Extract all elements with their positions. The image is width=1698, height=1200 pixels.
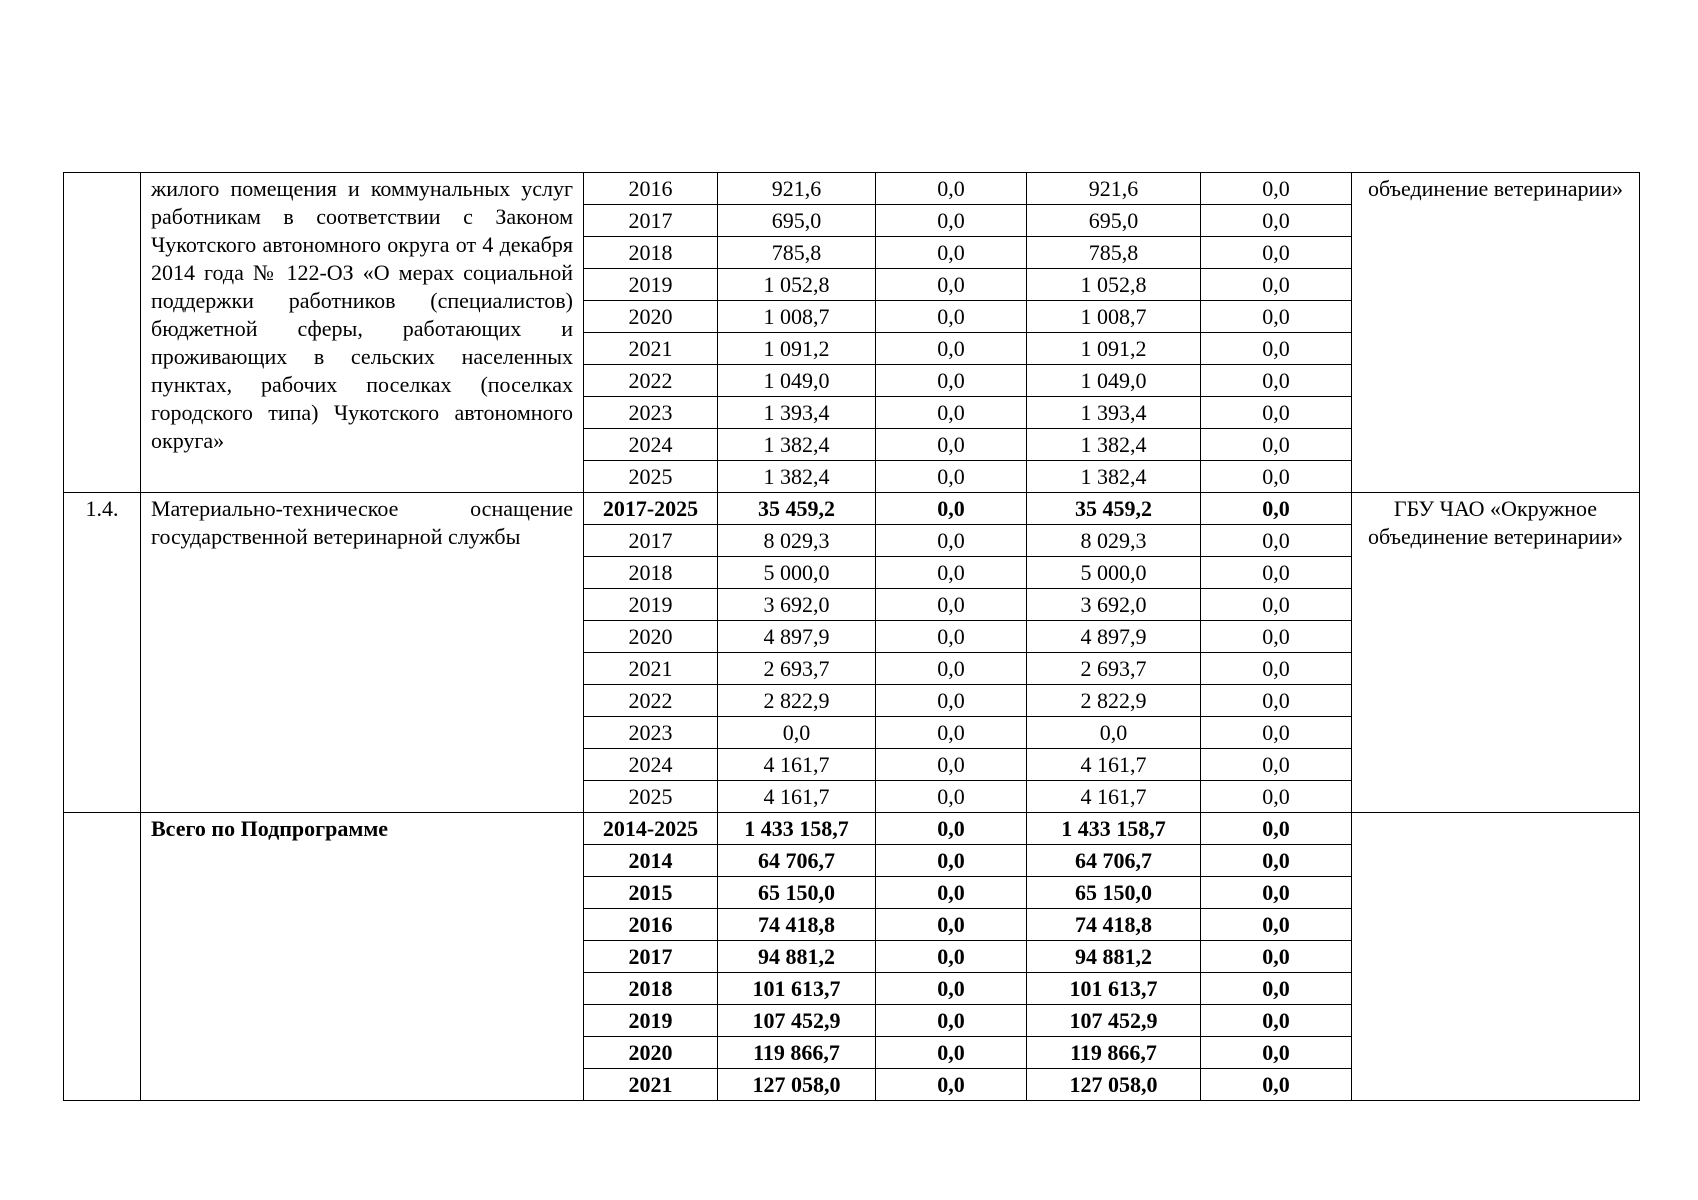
cell-federal: 0,0 bbox=[876, 269, 1027, 301]
cell-total: 5 000,0 bbox=[718, 557, 876, 589]
cell-other: 0,0 bbox=[1201, 749, 1352, 781]
cell-regional: 695,0 bbox=[1027, 205, 1201, 237]
cell-total: 127 058,0 bbox=[718, 1069, 876, 1101]
cell-regional: 1 382,4 bbox=[1027, 461, 1201, 493]
cell-total: 785,8 bbox=[718, 237, 876, 269]
cell-total: 1 049,0 bbox=[718, 365, 876, 397]
cell-total: 8 029,3 bbox=[718, 525, 876, 557]
cell-federal: 0,0 bbox=[876, 941, 1027, 973]
cell-period: 2019 bbox=[584, 589, 718, 621]
funding-table bbox=[63, 172, 1640, 1101]
cell-period: 2024 bbox=[584, 749, 718, 781]
cell-federal: 0,0 bbox=[876, 397, 1027, 429]
cell-other: 0,0 bbox=[1201, 525, 1352, 557]
cell-regional: 2 822,9 bbox=[1027, 685, 1201, 717]
cell-other: 0,0 bbox=[1201, 845, 1352, 877]
cell-other: 0,0 bbox=[1201, 397, 1352, 429]
cell-period: 2020 bbox=[584, 301, 718, 333]
cell-period: 2014-2025 bbox=[584, 813, 718, 845]
cell-other: 0,0 bbox=[1201, 301, 1352, 333]
cell-period: 2025 bbox=[584, 461, 718, 493]
cell-other: 0,0 bbox=[1201, 461, 1352, 493]
cell-regional: 1 091,2 bbox=[1027, 333, 1201, 365]
cell-regional: 8 029,3 bbox=[1027, 525, 1201, 557]
cell-total: 94 881,2 bbox=[718, 941, 876, 973]
cell-total: 2 822,9 bbox=[718, 685, 876, 717]
cell-federal: 0,0 bbox=[876, 301, 1027, 333]
cell-federal: 0,0 bbox=[876, 877, 1027, 909]
cell-total: 107 452,9 bbox=[718, 1005, 876, 1037]
cell-regional: 64 706,7 bbox=[1027, 845, 1201, 877]
cell-period: 2022 bbox=[584, 365, 718, 397]
cell-period: 2021 bbox=[584, 1069, 718, 1101]
cell-federal: 0,0 bbox=[876, 461, 1027, 493]
section-number bbox=[64, 813, 141, 1101]
cell-period: 2021 bbox=[584, 333, 718, 365]
cell-period: 2015 bbox=[584, 877, 718, 909]
cell-total: 4 161,7 bbox=[718, 749, 876, 781]
cell-regional: 1 393,4 bbox=[1027, 397, 1201, 429]
cell-other: 0,0 bbox=[1201, 365, 1352, 397]
table-row bbox=[64, 493, 1640, 525]
cell-period: 2019 bbox=[584, 1005, 718, 1037]
cell-other: 0,0 bbox=[1201, 1037, 1352, 1069]
cell-regional: 107 452,9 bbox=[1027, 1005, 1201, 1037]
section-responsible bbox=[1352, 813, 1640, 1101]
cell-period: 2014 bbox=[584, 845, 718, 877]
cell-period: 2017 bbox=[584, 205, 718, 237]
cell-period: 2022 bbox=[584, 685, 718, 717]
cell-other: 0,0 bbox=[1201, 333, 1352, 365]
cell-federal: 0,0 bbox=[876, 365, 1027, 397]
cell-federal: 0,0 bbox=[876, 781, 1027, 813]
cell-total: 4 897,9 bbox=[718, 621, 876, 653]
cell-regional: 119 866,7 bbox=[1027, 1037, 1201, 1069]
cell-regional: 2 693,7 bbox=[1027, 653, 1201, 685]
cell-total: 65 150,0 bbox=[718, 877, 876, 909]
section-description: Материально-техническое оснащение государственной ветеринарной службы bbox=[141, 493, 584, 813]
cell-total: 1 382,4 bbox=[718, 461, 876, 493]
cell-other: 0,0 bbox=[1201, 781, 1352, 813]
cell-other: 0,0 bbox=[1201, 685, 1352, 717]
cell-federal: 0,0 bbox=[876, 973, 1027, 1005]
cell-total: 119 866,7 bbox=[718, 1037, 876, 1069]
cell-period: 2023 bbox=[584, 717, 718, 749]
cell-period: 2018 bbox=[584, 557, 718, 589]
cell-regional: 4 161,7 bbox=[1027, 781, 1201, 813]
cell-total: 101 613,7 bbox=[718, 973, 876, 1005]
cell-period: 2017 bbox=[584, 941, 718, 973]
cell-total: 1 052,8 bbox=[718, 269, 876, 301]
cell-other: 0,0 bbox=[1201, 173, 1352, 205]
cell-total: 4 161,7 bbox=[718, 781, 876, 813]
cell-period: 2018 bbox=[584, 237, 718, 269]
cell-period: 2020 bbox=[584, 1037, 718, 1069]
cell-federal: 0,0 bbox=[876, 429, 1027, 461]
cell-federal: 0,0 bbox=[876, 1037, 1027, 1069]
cell-total: 64 706,7 bbox=[718, 845, 876, 877]
cell-regional: 101 613,7 bbox=[1027, 973, 1201, 1005]
cell-federal: 0,0 bbox=[876, 237, 1027, 269]
cell-total: 35 459,2 bbox=[718, 493, 876, 525]
cell-regional: 74 418,8 bbox=[1027, 909, 1201, 941]
cell-federal: 0,0 bbox=[876, 653, 1027, 685]
cell-total: 1 091,2 bbox=[718, 333, 876, 365]
cell-other: 0,0 bbox=[1201, 653, 1352, 685]
cell-regional: 1 382,4 bbox=[1027, 429, 1201, 461]
cell-total: 1 382,4 bbox=[718, 429, 876, 461]
cell-regional: 921,6 bbox=[1027, 173, 1201, 205]
section-number: 1.4. bbox=[64, 493, 141, 813]
cell-regional: 5 000,0 bbox=[1027, 557, 1201, 589]
cell-total: 3 692,0 bbox=[718, 589, 876, 621]
cell-regional: 127 058,0 bbox=[1027, 1069, 1201, 1101]
cell-federal: 0,0 bbox=[876, 813, 1027, 845]
cell-other: 0,0 bbox=[1201, 557, 1352, 589]
cell-other: 0,0 bbox=[1201, 877, 1352, 909]
cell-federal: 0,0 bbox=[876, 1005, 1027, 1037]
cell-total: 1 393,4 bbox=[718, 397, 876, 429]
cell-regional: 1 052,8 bbox=[1027, 269, 1201, 301]
cell-regional: 1 049,0 bbox=[1027, 365, 1201, 397]
cell-period: 2019 bbox=[584, 269, 718, 301]
cell-other: 0,0 bbox=[1201, 429, 1352, 461]
cell-federal: 0,0 bbox=[876, 493, 1027, 525]
table-row bbox=[64, 813, 1640, 845]
cell-other: 0,0 bbox=[1201, 493, 1352, 525]
cell-federal: 0,0 bbox=[876, 909, 1027, 941]
cell-federal: 0,0 bbox=[876, 621, 1027, 653]
cell-regional: 1 008,7 bbox=[1027, 301, 1201, 333]
cell-regional: 4 897,9 bbox=[1027, 621, 1201, 653]
cell-federal: 0,0 bbox=[876, 845, 1027, 877]
cell-other: 0,0 bbox=[1201, 1069, 1352, 1101]
cell-total: 1 433 158,7 bbox=[718, 813, 876, 845]
cell-federal: 0,0 bbox=[876, 173, 1027, 205]
cell-period: 2025 bbox=[584, 781, 718, 813]
cell-federal: 0,0 bbox=[876, 557, 1027, 589]
cell-regional: 3 692,0 bbox=[1027, 589, 1201, 621]
cell-total: 74 418,8 bbox=[718, 909, 876, 941]
cell-regional: 35 459,2 bbox=[1027, 493, 1201, 525]
cell-federal: 0,0 bbox=[876, 685, 1027, 717]
cell-total: 695,0 bbox=[718, 205, 876, 237]
cell-federal: 0,0 bbox=[876, 1069, 1027, 1101]
cell-period: 2017 bbox=[584, 525, 718, 557]
cell-other: 0,0 bbox=[1201, 973, 1352, 1005]
cell-other: 0,0 bbox=[1201, 717, 1352, 749]
cell-other: 0,0 bbox=[1201, 205, 1352, 237]
cell-period: 2016 bbox=[584, 909, 718, 941]
cell-federal: 0,0 bbox=[876, 749, 1027, 781]
cell-other: 0,0 bbox=[1201, 1005, 1352, 1037]
cell-federal: 0,0 bbox=[876, 589, 1027, 621]
cell-total: 921,6 bbox=[718, 173, 876, 205]
cell-total: 1 008,7 bbox=[718, 301, 876, 333]
cell-period: 2017-2025 bbox=[584, 493, 718, 525]
section-description: жилого помещения и коммунальных услуг работникам в соответствии с Законом Чукотского автономного округа от 4 декабря 2014 года № 122-ОЗ «О мерах социальной поддержки работников (специалистов) бюджетной сферы, работающих и проживающих в сельских населенных пунктах, рабочих поселках (поселках городского типа) Чукотского автономного округа» bbox=[141, 173, 584, 493]
cell-other: 0,0 bbox=[1201, 621, 1352, 653]
cell-period: 2018 bbox=[584, 973, 718, 1005]
cell-period: 2023 bbox=[584, 397, 718, 429]
table-row bbox=[64, 173, 1640, 205]
cell-regional: 0,0 bbox=[1027, 717, 1201, 749]
cell-regional: 1 433 158,7 bbox=[1027, 813, 1201, 845]
cell-regional: 785,8 bbox=[1027, 237, 1201, 269]
cell-total: 0,0 bbox=[718, 717, 876, 749]
cell-period: 2021 bbox=[584, 653, 718, 685]
cell-federal: 0,0 bbox=[876, 717, 1027, 749]
cell-period: 2020 bbox=[584, 621, 718, 653]
section-responsible: объединение ветеринарии» bbox=[1352, 173, 1640, 493]
cell-federal: 0,0 bbox=[876, 333, 1027, 365]
cell-regional: 94 881,2 bbox=[1027, 941, 1201, 973]
cell-federal: 0,0 bbox=[876, 205, 1027, 237]
cell-federal: 0,0 bbox=[876, 525, 1027, 557]
section-description: Всего по Подпрограмме bbox=[141, 813, 584, 1101]
cell-regional: 65 150,0 bbox=[1027, 877, 1201, 909]
cell-other: 0,0 bbox=[1201, 237, 1352, 269]
cell-other: 0,0 bbox=[1201, 813, 1352, 845]
section-number bbox=[64, 173, 141, 493]
cell-other: 0,0 bbox=[1201, 589, 1352, 621]
cell-other: 0,0 bbox=[1201, 941, 1352, 973]
cell-other: 0,0 bbox=[1201, 909, 1352, 941]
cell-total: 2 693,7 bbox=[718, 653, 876, 685]
cell-period: 2024 bbox=[584, 429, 718, 461]
cell-regional: 4 161,7 bbox=[1027, 749, 1201, 781]
cell-period: 2016 bbox=[584, 173, 718, 205]
section-responsible: ГБУ ЧАО «Окружное объединение ветеринарии» bbox=[1352, 493, 1640, 813]
cell-other: 0,0 bbox=[1201, 269, 1352, 301]
